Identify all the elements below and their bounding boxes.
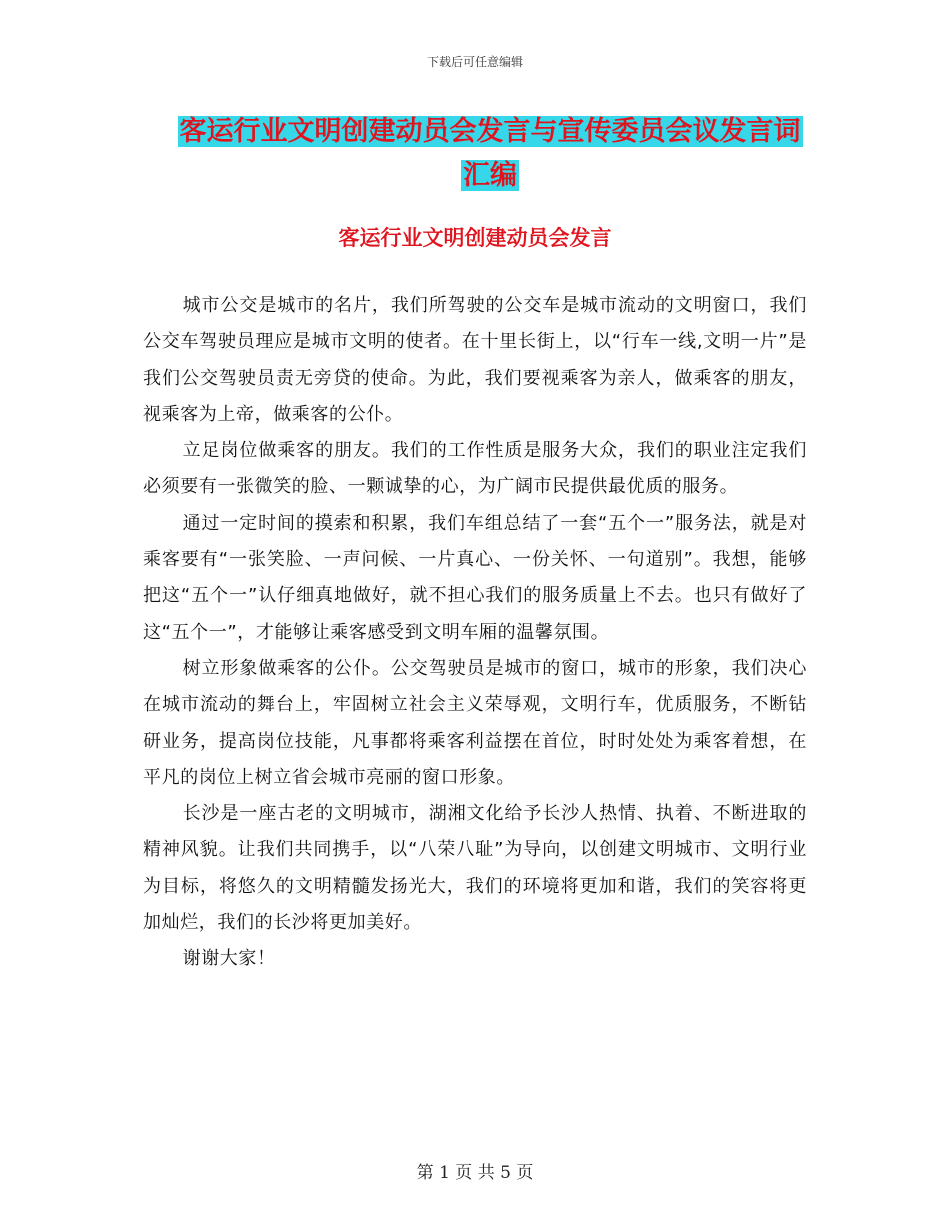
section-title: 客运行业文明创建动员会发言 xyxy=(338,225,612,250)
document-title-line1: 客运行业文明创建动员会发言与宣传委员会议发言词 xyxy=(179,116,801,147)
paragraph: 通过一定时间的摸索和积累，我们车组总结了一套“五个一”服务法，就是对乘客要有“一张笑脸、一声问候、一片真心、一份关怀、一句道别”。我想，能够把这“五个一”认仔细真地做好，就不担心我们的服务质量上不去。也只有做好了这“五个一”，才能够让乘客感受到文明车厢的温馨氛围。 xyxy=(143,512,807,643)
paragraph: 长沙是一座古老的文明城市，湖湘文化给予长沙人热情、执着、不断进取的精神风貌。让我们共同携手，以“八荣八耻”为导向，以创建文明城市、文明行业为目标，将悠久的文明精髓发扬光大，我们的环境将更加和谐，我们的笑容将更加灿烂，我们的长沙将更加美好。 xyxy=(143,803,807,934)
paragraph-closing: 谢谢大家！ xyxy=(182,948,276,970)
paragraph: 树立形象做乘客的公仆。公交驾驶员是城市的窗口，城市的形象，我们决心在城市流动的舞台上，牢固树立社会主义荣辱观，文明行车，优质服务，不断钻研业务，提高岗位技能，凡事都将乘客利益摆在首位，时时处处为乘客着想，在平凡的岗位上树立省会城市亮丽的窗口形象。 xyxy=(143,657,807,788)
header-note: 下载后可任意编辑 xyxy=(426,55,523,69)
paragraph: 城市公交是城市的名片，我们所驾驶的公交车是城市流动的文明窗口，我们公交车驾驶员理应是城市文明的使者。在十里长街上，以“行车一线,文明一片”是我们公交驾驶员责无旁贷的使命。为此，我们要视乘客为亲人，做乘客的朋友，视乘客为上帝，做乘客的公仆。 xyxy=(143,295,807,425)
document-title-line2: 汇编 xyxy=(463,160,517,191)
page-number-footer: 第 1 页 共 5 页 xyxy=(416,1163,534,1183)
document-title xyxy=(140,110,840,198)
document-body xyxy=(143,288,807,978)
paragraph: 立足岗位做乘客的朋友。我们的工作性质是服务大众，我们的职业注定我们必须要有一张微笑的脸、一颗诚挚的心，为广阔市民提供最优质的服务。 xyxy=(143,440,807,498)
